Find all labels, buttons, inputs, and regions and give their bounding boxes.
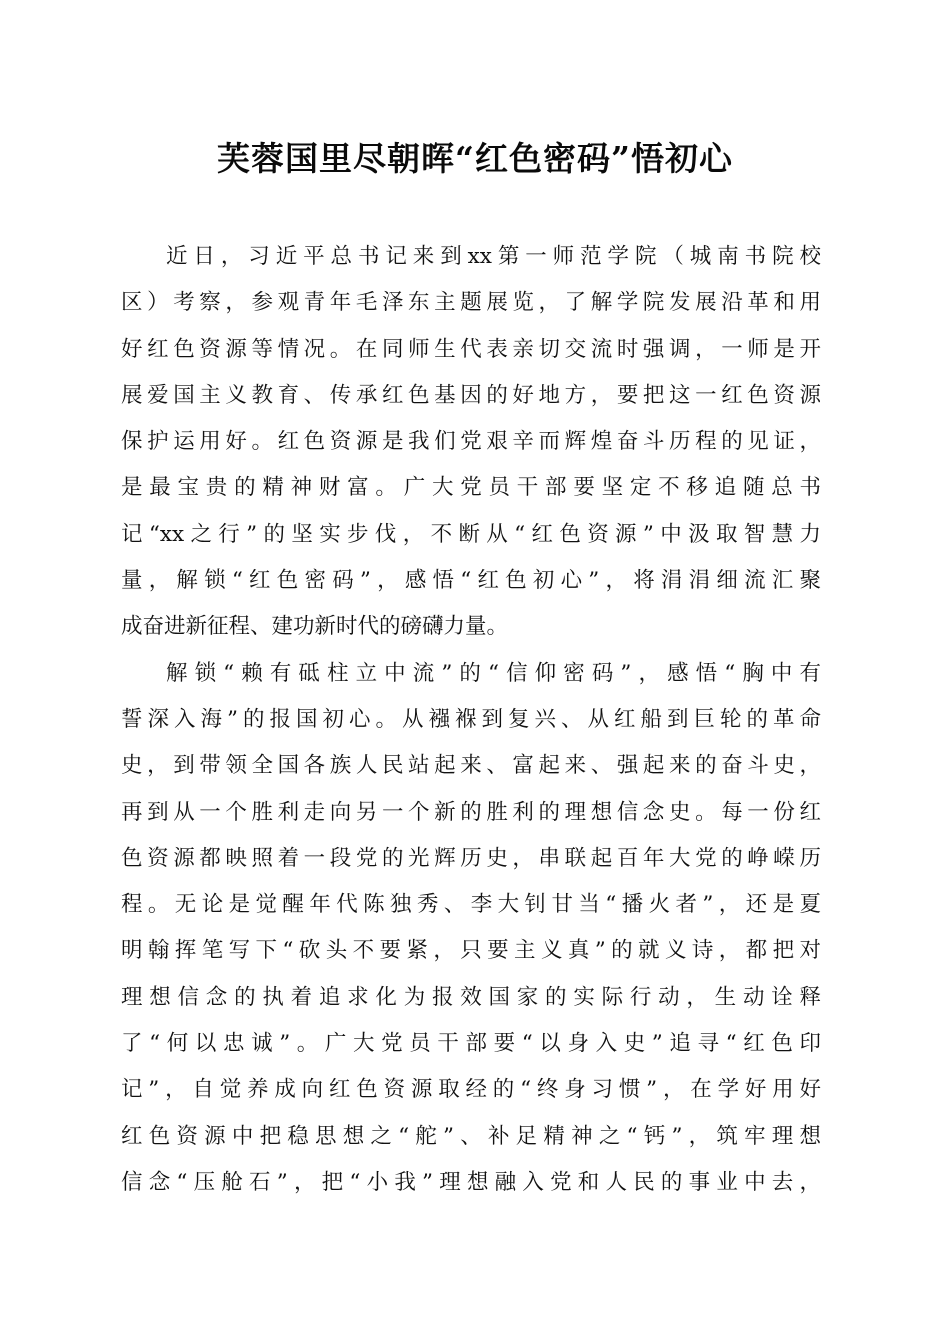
paragraph-line: 程。无论是觉醒年代陈独秀、李大钊甘当“播火者”，还是夏 xyxy=(121,892,821,918)
paragraph-line: 展爱国主义教育、传承红色基因的好地方，要把这一红色资源 xyxy=(121,382,821,408)
paragraph-line: 理想信念的执着追求化为报效国家的实际行动，生动诠释 xyxy=(121,984,821,1010)
paragraph-line: 誓深入海”的报国初心。从襁褓到复兴、从红船到巨轮的革命 xyxy=(121,706,821,732)
paragraph-line: 保护运用好。红色资源是我们党艰辛而辉煌奋斗历程的见证， xyxy=(121,429,821,455)
paragraph-line: 是最宝贵的精神财富。广大党员干部要坚定不移追随总书 xyxy=(121,475,821,501)
paragraph-line: 信念“压舱石”，把“小我”理想融入党和人民的事业中去， xyxy=(121,1169,821,1195)
paragraph-line: 量，解锁“红色密码”，感悟“红色初心”，将涓涓细流汇聚 xyxy=(121,568,821,594)
paragraph-line: 记“xx之行”的坚实步伐，不断从“红色资源”中汲取智慧力 xyxy=(121,521,821,547)
paragraph-line: 了“何以忠诚”。广大党员干部要“以身入史”追寻“红色印 xyxy=(121,1031,821,1057)
paragraph-line: 红色资源中把稳思想之“舵”、补足精神之“钙”，筑牢理想 xyxy=(121,1123,821,1149)
paragraph-line: 近日，习近平总书记来到xx第一师范学院（城南书院校 xyxy=(166,244,821,269)
paragraph-line: 好红色资源等情况。在同师生代表亲切交流时强调，一师是开 xyxy=(121,336,821,362)
paragraph-line: 明翰挥笔写下“砍头不要紧，只要主义真”的就义诗，都把对 xyxy=(121,938,821,964)
paragraph-line: 色资源都映照着一段党的光辉历史，串联起百年大党的峥嵘历 xyxy=(121,845,821,871)
paragraph-line: 史，到带领全国各族人民站起来、富起来、强起来的奋斗史， xyxy=(121,753,821,779)
paragraph-line: 解锁“赖有砥柱立中流”的“信仰密码”，感悟“胸中有 xyxy=(166,660,821,686)
paragraph-1 xyxy=(121,234,821,651)
paragraph-line: 区）考察，参观青年毛泽东主题展览，了解学院发展沿革和用 xyxy=(121,290,821,316)
paragraph-2 xyxy=(121,651,821,1207)
document-body xyxy=(121,234,821,1206)
paragraph-line: 再到从一个胜利走向另一个新的胜利的理想信念史。每一份红 xyxy=(121,799,821,825)
document-title: 芙蓉国里尽朝晖“红色密码”悟初心 xyxy=(217,139,733,178)
paragraph-line: 记”，自觉养成向红色资源取经的“终身习惯”，在学好用好 xyxy=(121,1077,821,1103)
paragraph-line: 成奋进新征程、建功新时代的磅礴力量。 xyxy=(121,614,509,640)
